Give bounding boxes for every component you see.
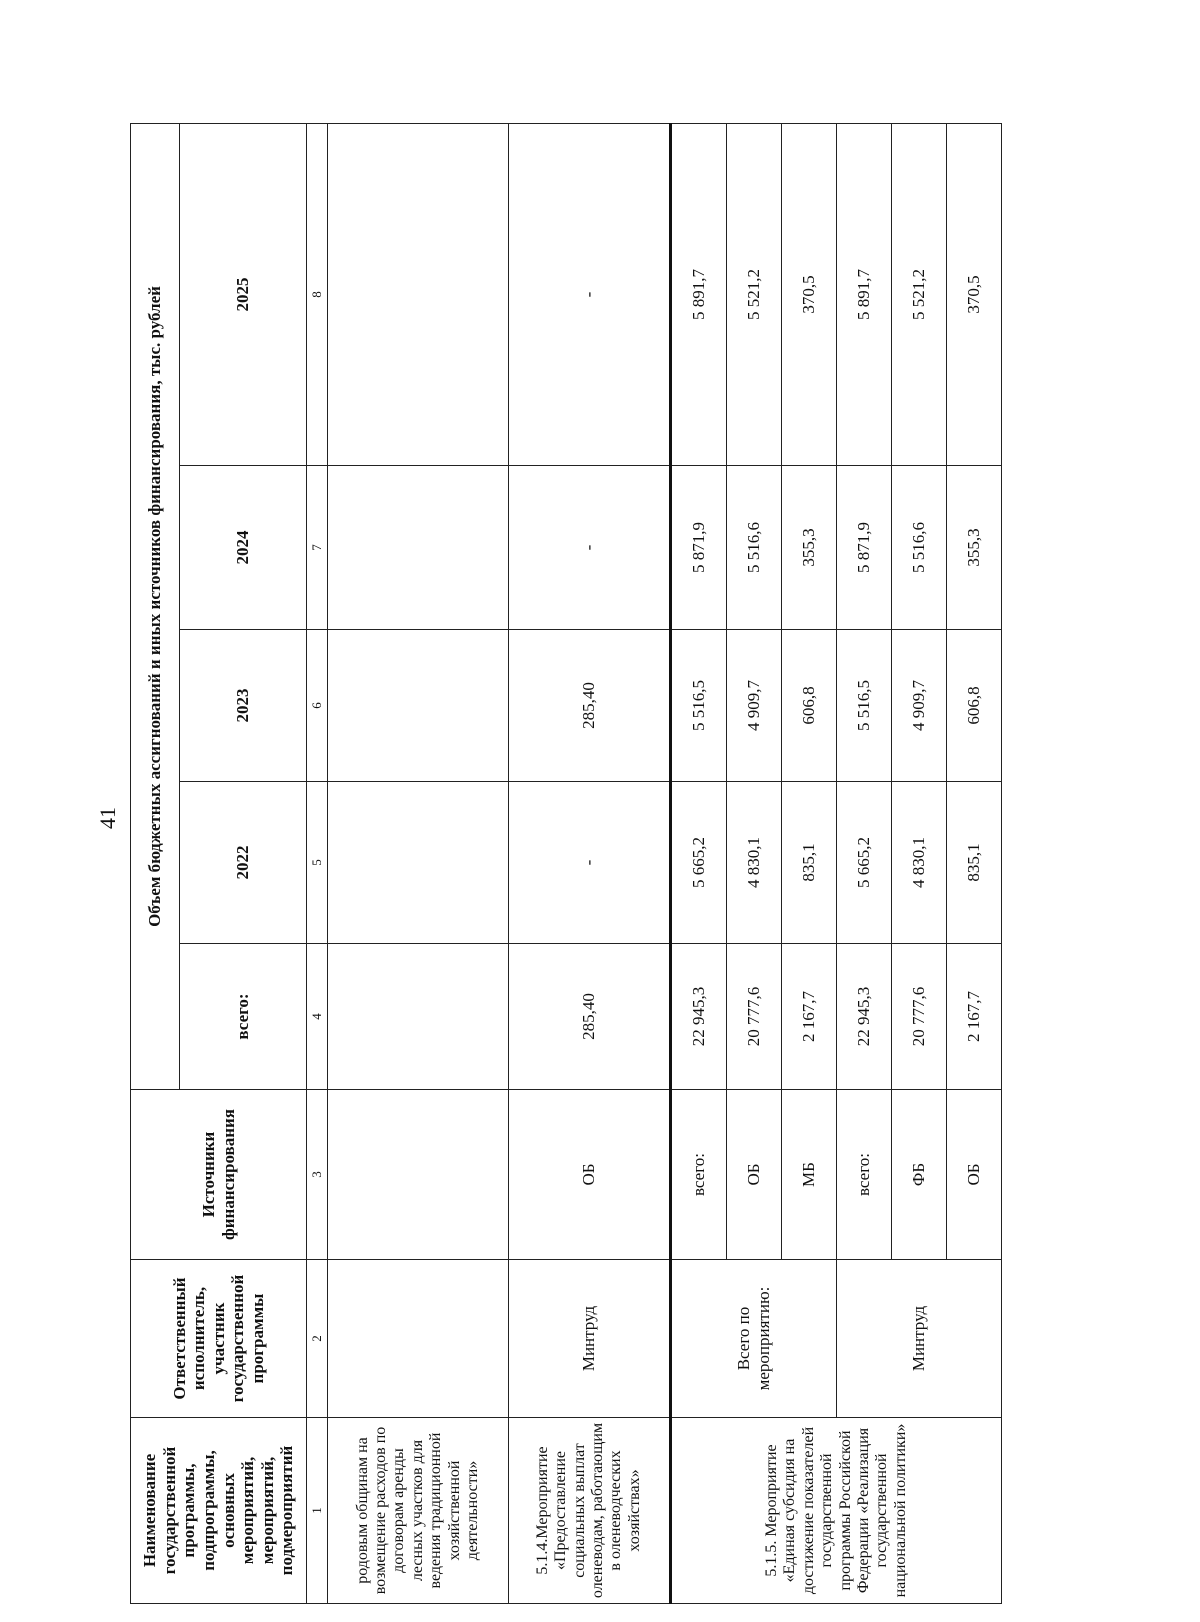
empty-cell (328, 944, 509, 1090)
col-number: 1 (307, 1418, 328, 1604)
header-2022: 2022 (180, 782, 307, 944)
value-2025: 5 521,2 (892, 123, 947, 465)
header-name: Наименование государственной программы, подпрограммы, основных мероприятий, мероприятий, подмероприятий (131, 1418, 307, 1604)
value-total: 285,40 (509, 944, 671, 1090)
value-2022: 4 830,1 (892, 782, 947, 944)
page-number: 41 (95, 807, 120, 829)
col-number: 8 (307, 123, 328, 465)
col-number: 2 (307, 1260, 328, 1418)
value-2025: - (509, 123, 671, 465)
value-2022: 5 665,2 (671, 782, 727, 944)
row-source: ОБ (947, 1090, 1002, 1260)
value-2024: 5 516,6 (727, 466, 782, 630)
header-2024: 2024 (180, 466, 307, 630)
value-2025: 370,5 (947, 123, 1002, 465)
value-2022: 5 665,2 (837, 782, 892, 944)
empty-cell (328, 123, 509, 465)
row-name: родовым общинам на возмещение расходов по договорам аренды лесных участков для ведения традиционной хозяйственной деятельности» (328, 1418, 509, 1604)
header-2023: 2023 (180, 630, 307, 782)
value-2022: 4 830,1 (727, 782, 782, 944)
empty-cell (328, 782, 509, 944)
value-2023: 606,8 (947, 630, 1002, 782)
value-2023: 4 909,7 (727, 630, 782, 782)
table-row (509, 123, 671, 1603)
value-2025: 5 891,7 (671, 123, 727, 465)
budget-table (130, 123, 1002, 1604)
row-name: 5.1.5. Мероприятие «Единая субсидия на достижение показателей государственной программы Российской Федерации «Реализация государственной национальной политики» (671, 1418, 1002, 1604)
value-2024: 355,3 (947, 466, 1002, 630)
value-2022: - (509, 782, 671, 944)
empty-cell (328, 630, 509, 782)
value-total: 20 777,6 (727, 944, 782, 1090)
table-row (671, 123, 727, 1603)
row-total-label: Всего по мероприятию: (671, 1260, 837, 1418)
value-total: 22 945,3 (671, 944, 727, 1090)
row-source: ФБ (892, 1090, 947, 1260)
row-executor: Минтруд (837, 1260, 1002, 1418)
value-2023: 606,8 (782, 630, 837, 782)
value-2024: 5 871,9 (671, 466, 727, 630)
value-2024: 5 516,6 (892, 466, 947, 630)
header-total: всего: (180, 944, 307, 1090)
row-source: МБ (782, 1090, 837, 1260)
value-2024: 5 871,9 (837, 466, 892, 630)
value-2023: 4 909,7 (892, 630, 947, 782)
value-total: 20 777,6 (892, 944, 947, 1090)
value-2022: 835,1 (947, 782, 1002, 944)
empty-cell (328, 1090, 509, 1260)
value-2025: 5 521,2 (727, 123, 782, 465)
value-2023: 5 516,5 (671, 630, 727, 782)
row-source: ОБ (727, 1090, 782, 1260)
row-source: всего: (671, 1090, 727, 1260)
row-name: 5.1.4.Мероприятие «Предоставление социальных выплат оленеводам, работающим в оленеводческих хозяйствах» (509, 1418, 671, 1604)
value-2023: 285,40 (509, 630, 671, 782)
budget-table-rotated (130, 124, 996, 1604)
value-2024: 355,3 (782, 466, 837, 630)
table-row (328, 123, 509, 1603)
value-2025: 370,5 (782, 123, 837, 465)
value-total: 22 945,3 (837, 944, 892, 1090)
value-2024: - (509, 466, 671, 630)
row-source: ОБ (509, 1090, 671, 1260)
col-number: 5 (307, 782, 328, 944)
row-executor: Минтруд (509, 1260, 671, 1418)
value-total: 2 167,7 (947, 944, 1002, 1090)
empty-cell (328, 1260, 509, 1418)
header-executor: Ответственный исполнитель, участник государственной программы (131, 1260, 307, 1418)
col-number: 4 (307, 944, 328, 1090)
header-financing-group: Объем бюджетных ассигнований и иных источников финансирования, тыс. рублей (131, 123, 180, 1089)
col-number: 6 (307, 630, 328, 782)
header-source: Источники финансирования (131, 1090, 307, 1260)
table-row (837, 123, 892, 1603)
value-2025: 5 891,7 (837, 123, 892, 465)
value-2023: 5 516,5 (837, 630, 892, 782)
empty-cell (328, 466, 509, 630)
value-total: 2 167,7 (782, 944, 837, 1090)
row-source: всего: (837, 1090, 892, 1260)
header-2025: 2025 (180, 123, 307, 465)
value-2022: 835,1 (782, 782, 837, 944)
col-number: 3 (307, 1090, 328, 1260)
col-number: 7 (307, 466, 328, 630)
